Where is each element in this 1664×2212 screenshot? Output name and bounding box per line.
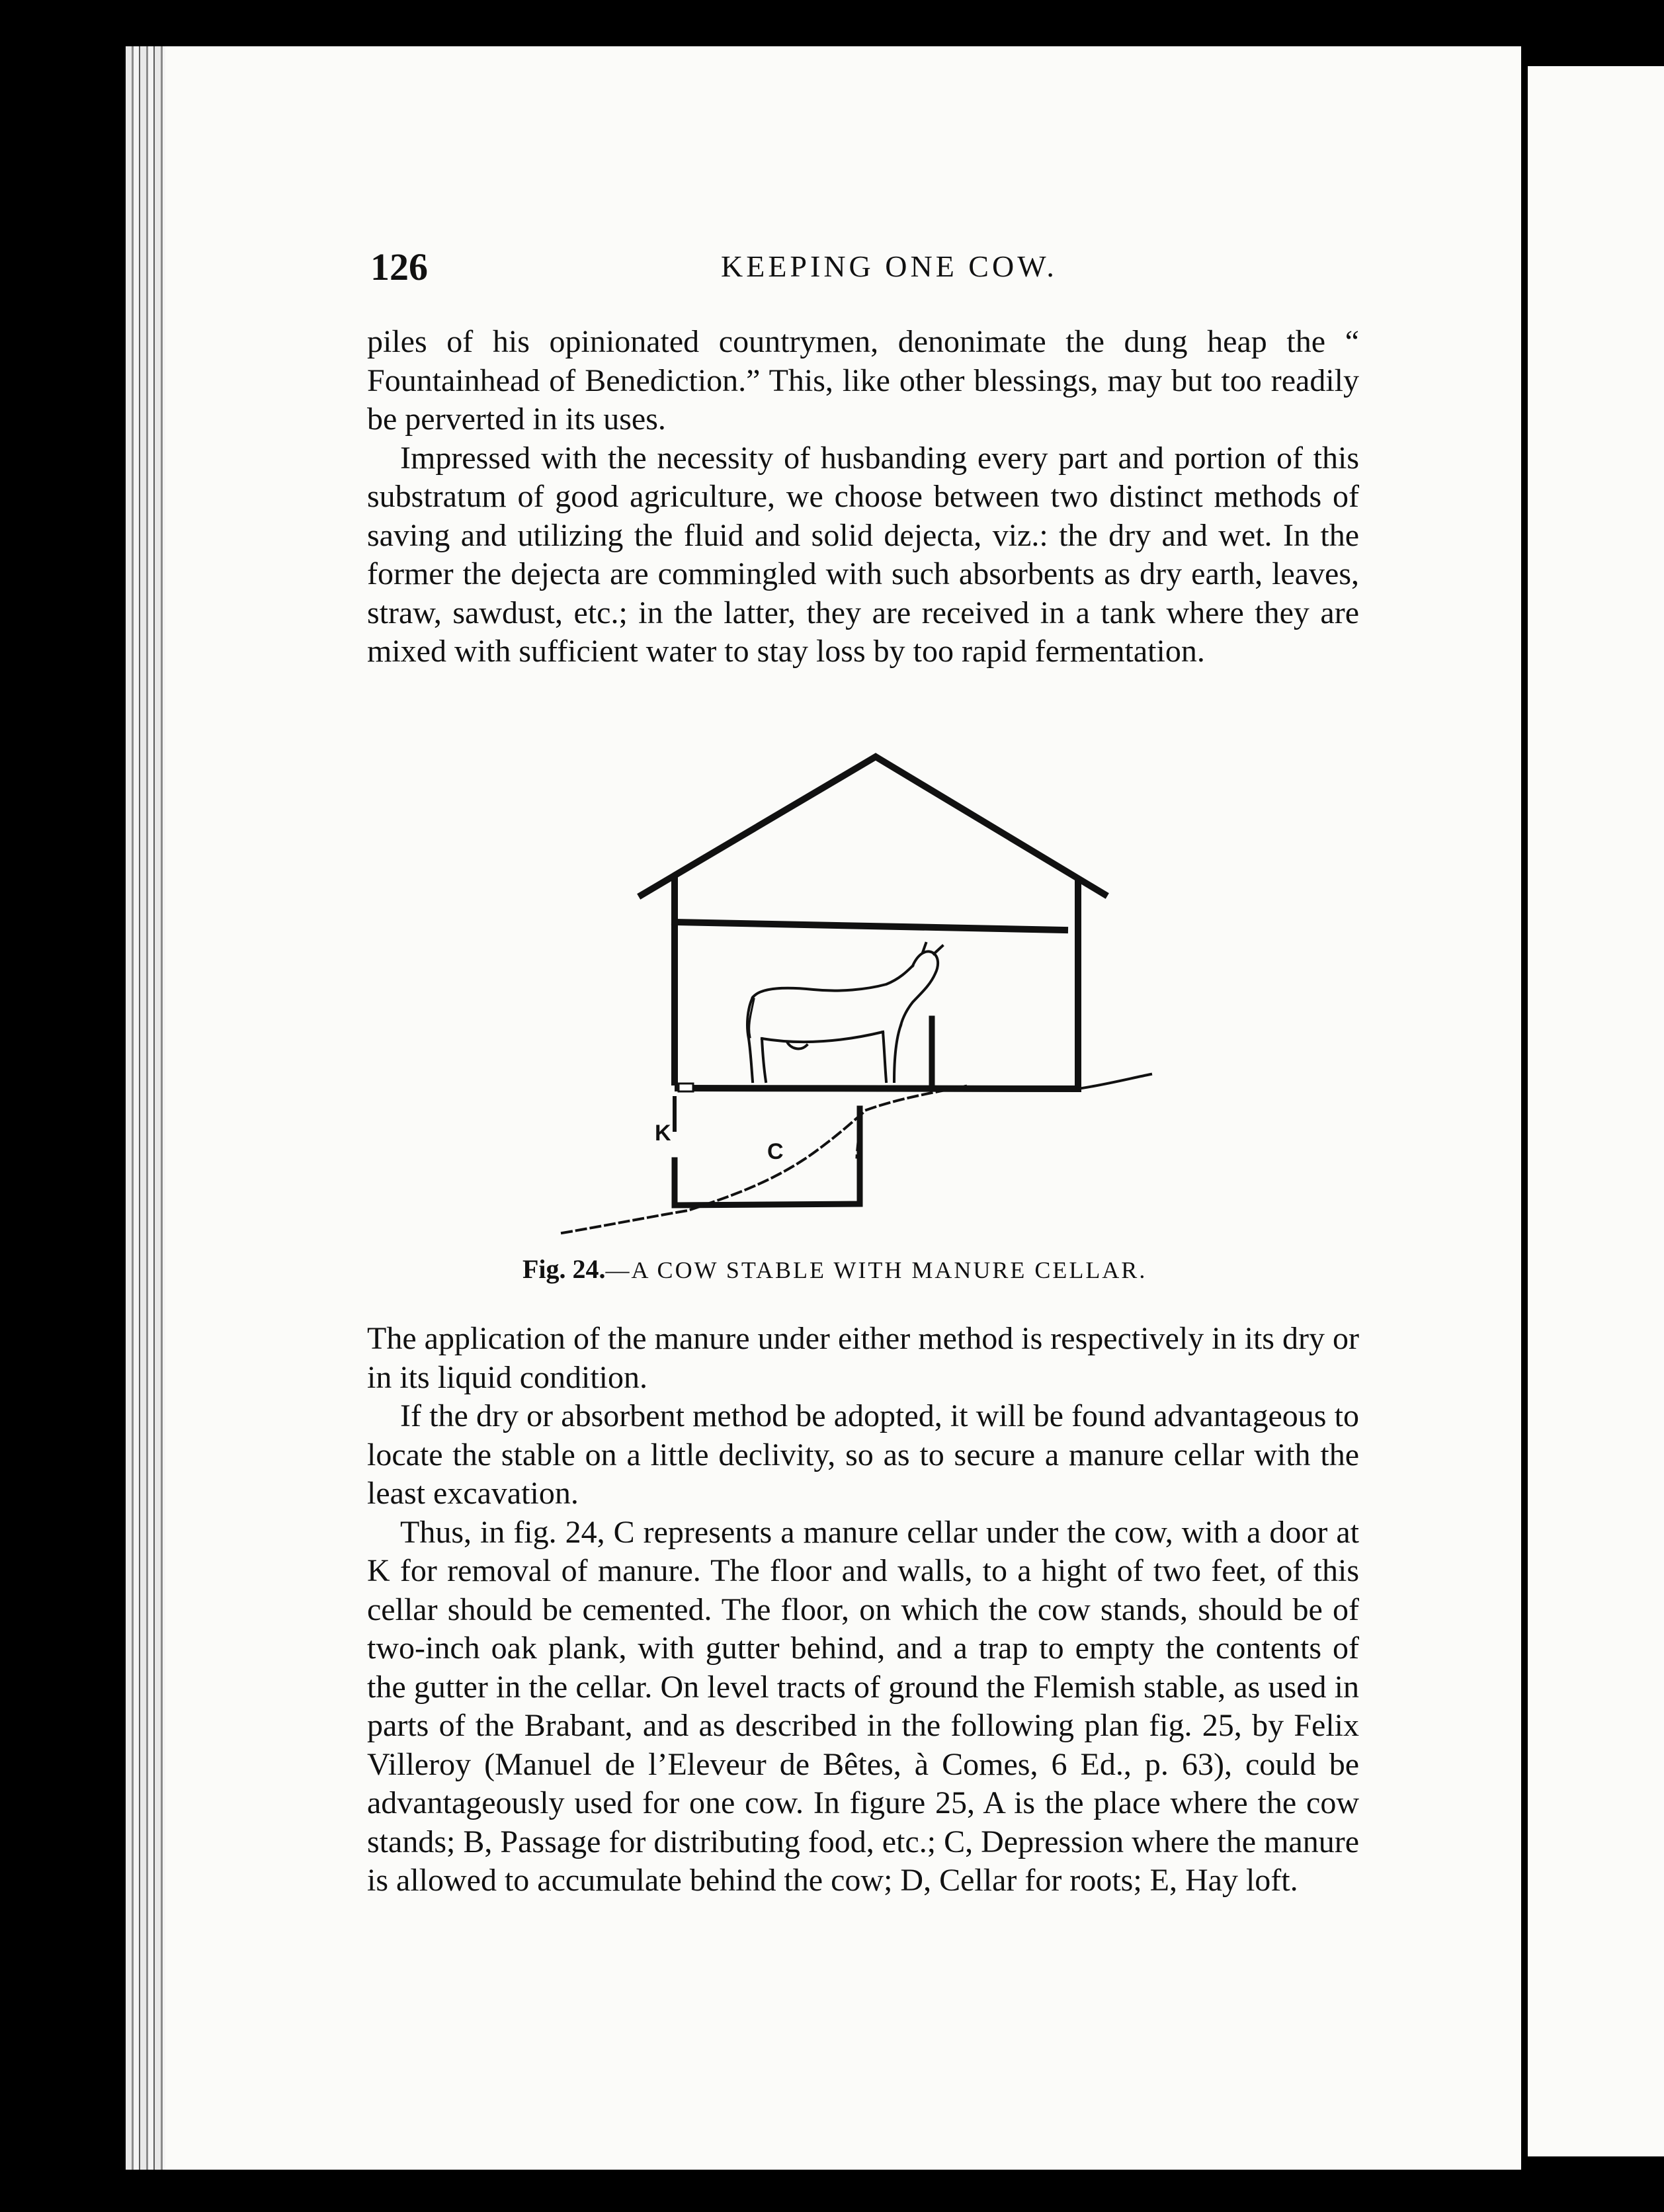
page-header xyxy=(205,245,1356,291)
running-title: KEEPING ONE COW. xyxy=(721,249,1058,283)
body-text-top xyxy=(367,323,1359,671)
paragraph: Impressed with the necessity of husbanding every part and portion of this substratum of good agriculture, we choose between two distinct methods of saving and utilizing the fluid and solid dejecta, viz.: the dry and wet. In the former the dejecta are commingled with such absorbents as dry earth, leaves, straw, sawdust, etc.; in the latter, they are received in a tank where they are mixed with sufficient water to stay loss by too rapid fermentation. xyxy=(367,440,1359,669)
label-c: C xyxy=(767,1139,784,1164)
caption-figure-number: Fig. 24. xyxy=(522,1254,606,1284)
cow-stable-drawing xyxy=(556,747,1164,1237)
facing-page xyxy=(1528,66,1664,2156)
figure-caption xyxy=(522,1254,1197,1285)
paragraph: If the dry or absorbent method be adopted, it will be found advantageous to locate the stable on a little declivity, so as to secure a manure cellar with the least excavation. xyxy=(367,1398,1359,1511)
caption-text: —A COW STABLE WITH MANURE CELLAR. xyxy=(605,1257,1147,1283)
paragraph: Thus, in fig. 24, C represents a manure cellar under the cow, with a door at K for removal of manure. The floor and walls, to a hight of two feet, of this cellar should be cemented. The floor, on which the cow stands, should be of two-inch oak plank, with gutter behind, and a trap to empty the contents of the gutter in the cellar. On level tracts of ground the Flemish stable, as used in parts of the Brabant, and as described in the following plan fig. 25, by Felix Villeroy (Manuel de l’Eleveur de Bêtes, à Comes, 6 Ed., p. 63), could be advantageously used for one cow. In figure 25, A is the place where the cow stands; B, Passage for distributing food, etc.; C, Depression where the manure is allowed to accumulate behind the cow; D, Cellar for roots; E, Hay loft. xyxy=(367,1514,1359,1898)
paragraph: The application of the manure under either method is respectively in its dry or in its liquid condition. xyxy=(367,1321,1359,1395)
figure-cow-stable xyxy=(556,747,1164,1237)
paragraph: piles of his opinionated countrymen, denonimate the dung heap the “ Fountainhead of Benediction.” This, like other blessings, may but too readily be perverted in its uses. xyxy=(367,324,1359,437)
label-k: K xyxy=(655,1121,671,1146)
page-number: 126 xyxy=(370,245,428,288)
body-text-bottom xyxy=(367,1320,1359,1900)
cow-illustration xyxy=(747,943,942,1082)
